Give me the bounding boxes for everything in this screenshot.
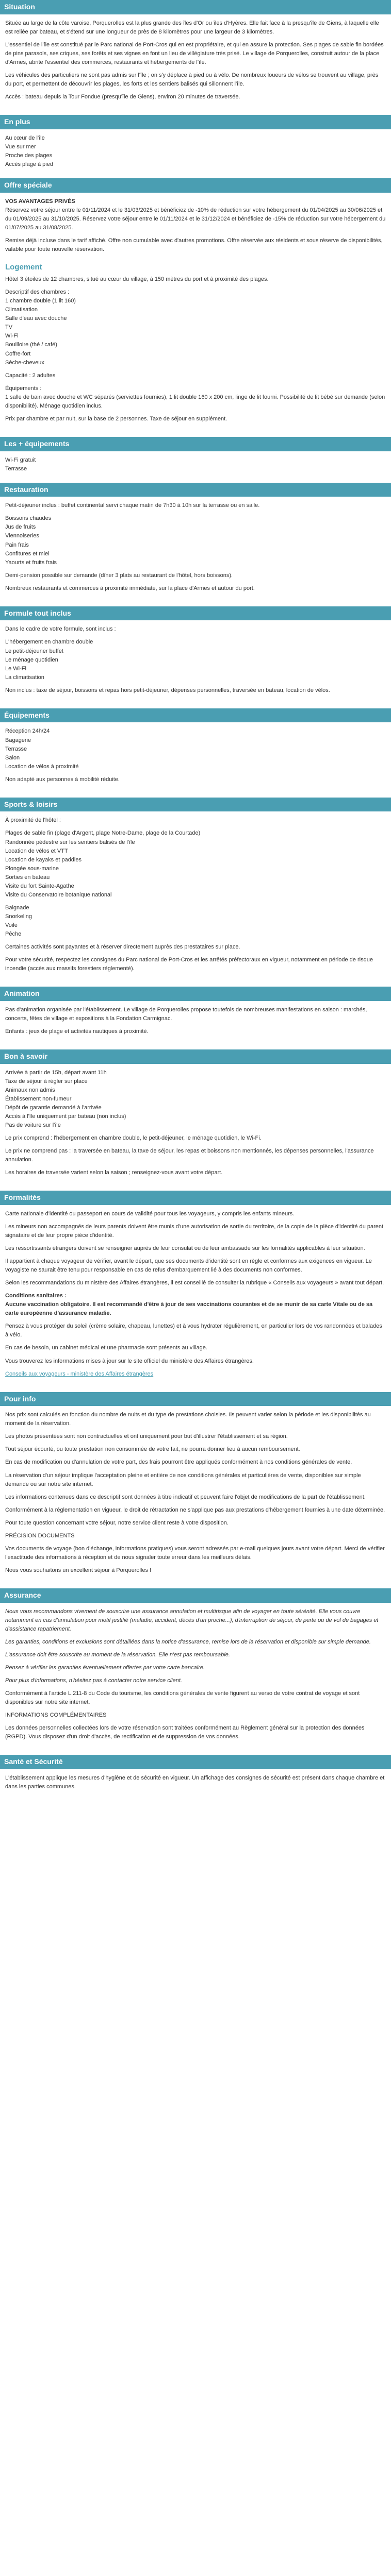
- formalites-text-5: Selon les recommandations du ministère des Affaires étrangères, il est conseillé de consulter la rubrique « Conseils aux voyageurs » avant tout départ.: [5, 1280, 384, 1286]
- formalites-text-4: Il appartient à chaque voyageur de vérifier, avant le départ, que ses documents d'identité sont en règle et conformes aux exigences en vigueur. Le voyagiste ne saurait être tenu pour responsable en cas de refus d'embarquement lié à des documents non conformes.: [5, 1258, 372, 1274]
- section-title-plus-equip: Les + équipements: [0, 437, 391, 451]
- list-item: TV: [5, 324, 13, 331]
- formalites-text-1: Carte nationale d'identité ou passeport en cours de validité pour tous les voyageurs, y compris les enfants mineurs.: [5, 1210, 295, 1217]
- info-text-3: Tout séjour écourté, ou toute prestation non consommée de votre fait, ne pourra donner lieu à aucun remboursement.: [5, 1446, 300, 1453]
- bon-text: Le prix comprend : l'hébergement en chambre double, le petit-déjeuner, le ménage quotidien, le Wi-Fi.: [5, 1135, 262, 1142]
- list-item: Au cœur de l'île: [5, 134, 45, 141]
- sport-section: [0, 798, 391, 987]
- list-item: Snorkeling: [5, 913, 32, 920]
- list-item: Terrasse: [5, 745, 27, 752]
- assurance-text-1: Nous vous recommandons vivement de souscrire une assurance annulation et multirisque afin de voyager en toute sérénité. Elle vous couvre notamment en cas d'annulation pour motif justifié (maladie, accident, décès d'un proche...), d'interruption de séjour, de perte ou de vol de bagages et d'assistance rapatriement.: [5, 1608, 379, 1632]
- equipements-text: 1 salle de bain avec douche et WC séparés (serviettes fournies), 1 lit double 160 x 200 cm, linge de lit fourni. Possibilité de lit bébé sur demande (selon disponibilité). Ménage quotidien inclus.: [5, 394, 385, 409]
- section-title-formalites: Formalités: [0, 1191, 391, 1205]
- situation-text-2: L'essentiel de l'île est constitué par le Parc national de Port-Cros qui en est propriétaire, et qui en assure la protection. Ses plages de sable fin bordées de pins parasols, ses criques, ses forêts et ses vignes en font un lieu de villégiature très prisé. Le village de Porquerolles, construit autour de la place d'Armes, abrite l'essentiel des commerces, restaurants et hébergements de l'île.: [5, 41, 384, 65]
- formule-text-2: Non inclus : taxe de séjour, boissons et repas hors petit-déjeuner, dépenses personnelles, traversée en bateau, location de vélos.: [5, 687, 330, 693]
- list-item: 1 chambre double (1 lit 160): [5, 298, 76, 304]
- section-title-formule: Formule tout inclus: [0, 606, 391, 621]
- formalites-text-8: Vous trouverez les informations mises à jour sur le site officiel du ministère des Affaires étrangères.: [5, 1358, 254, 1364]
- equipements-note: Non adapté aux personnes à mobilité réduite.: [5, 776, 120, 783]
- restauration-text-3: Nombreux restaurants et commerces à proximité immédiate, sur la place d'Armes et autour du port.: [5, 585, 255, 591]
- list-item: Terrasse: [5, 465, 27, 472]
- list-item: Visite du Conservatoire botanique national: [5, 891, 112, 898]
- bon-text-3: Les horaires de traversée varient selon la saison ; renseignez-vous avant votre départ.: [5, 1170, 223, 1176]
- section-title-animation: Animation: [0, 987, 391, 1001]
- section-title-sport: Sports & loisirs: [0, 798, 391, 812]
- list-item: Wi-Fi gratuit: [5, 456, 36, 463]
- formalites-text-2: Les mineurs non accompagnés de leurs parents doivent être munis d'une autorisation de sortie du territoire, de la copie de la pièce d'identité du parent signataire et de leur propre pièce d'identité.: [5, 1223, 384, 1239]
- list-item: Pêche: [5, 930, 22, 937]
- list-item: Le petit-déjeuner buffet: [5, 648, 63, 654]
- list-item: Le Wi-Fi: [5, 665, 26, 672]
- info-text-7: Conformément à la réglementation en vigueur, le droit de rétractation ne s'applique pas aux prestations d'hébergement fournies à une date déterminée.: [5, 1506, 385, 1513]
- list-item: Bouilloire (thé / café): [5, 342, 57, 348]
- list-item: Taxe de séjour à régler sur place: [5, 1078, 88, 1084]
- sport-text: À proximité de l'hôtel :: [5, 817, 61, 824]
- section-title-situation: Situation: [0, 0, 391, 14]
- bon-text-2: Le prix ne comprend pas : la traversée en bateau, la taxe de séjour, les repas et boissons non mentionnés, les dépenses personnelles, l'assurance annulation.: [5, 1148, 374, 1163]
- offre-text: Réservez votre séjour entre le 01/11/2024 et le 31/03/2025 et bénéficiez de -10% de réduction sur votre hébergement du 01/04/2025 au 30/06/2025 et du 01/09/2025 au 31/10/2025. Réservez votre séjour entre le 01/11/2024 et le 31/12/2024 et bénéficiez de -15% de réduction sur votre hébergement du 01/07/2025 au 31/08/2025.: [5, 207, 386, 231]
- list-item: Vue sur mer: [5, 143, 36, 150]
- equipements-section: [0, 708, 391, 798]
- price-note: Prix par chambre et par nuit, sur la base de 2 personnes. Taxe de séjour en supplément.: [5, 415, 227, 422]
- rooms-title: Descriptif des chambres :: [5, 289, 70, 296]
- list-item: Accès à l'île uniquement par bateau (non inclus): [5, 1113, 126, 1120]
- list-item: Établissement non-fumeur: [5, 1095, 72, 1102]
- restauration-section: [0, 483, 391, 606]
- restauration-text-2: Demi-pension possible sur demande (dîner 3 plats au restaurant de l'hôtel, hors boissons).: [5, 572, 233, 579]
- assurance-text-3: L'assurance doit être souscrite au moment de la réservation. Elle n'est pas remboursable.: [5, 1651, 230, 1658]
- formalites-text-3: Les ressortissants étrangers doivent se renseigner auprès de leur consulat ou de leur ambassade sur les formalités applicables à leur situation.: [5, 1245, 365, 1252]
- info-text-8: Pour toute question concernant votre séjour, notre service client reste à votre disposition.: [5, 1519, 229, 1526]
- assurance-text-2: Les garanties, conditions et exclusions sont détaillées dans la notice d'assurance, remise lors de la réservation et disponible sur simple demande.: [5, 1638, 371, 1645]
- list-item: Accès plage à pied: [5, 161, 53, 167]
- offre-subtitle: VOS AVANTAGES PRIVÉS: [5, 198, 75, 205]
- list-item: Yaourts et fruits frais: [5, 559, 57, 566]
- logement-text: Hôtel 3 étoiles de 12 chambres, situé au cœur du village, à 150 mètres du port et à proximité des plages.: [5, 276, 269, 283]
- list-item: Arrivée à partir de 15h, départ avant 11h: [5, 1069, 107, 1076]
- restauration-text: Petit-déjeuner inclus : buffet continental servi chaque matin de 7h30 à 10h sur la terrasse ou en salle.: [5, 502, 260, 509]
- list-item: Pas de voiture sur l'île: [5, 1122, 61, 1128]
- list-item: Viennoiseries: [5, 533, 39, 539]
- list-item: Location de kayaks et paddles: [5, 856, 82, 863]
- animation-text: Pas d'animation organisée par l'établissement. Le village de Porquerolles propose toutefois de nombreuses manifestations en saison : marchés, concerts, fêtes de village et expositions à la Fondation Carmignac.: [5, 1006, 367, 1022]
- list-item: Salle d'eau avec douche: [5, 315, 67, 322]
- list-item: Dépôt de garantie demandé à l'arrivée: [5, 1104, 102, 1111]
- list-item: Jus de fruits: [5, 524, 36, 531]
- formalites-section: [0, 1191, 391, 1392]
- info-text-4: En cas de modification ou d'annulation de votre part, des frais pourront être appliqués conformément à nos conditions générales de vente.: [5, 1459, 352, 1466]
- list-item: Animaux non admis: [5, 1087, 55, 1093]
- list-item: L'hébergement en chambre double: [5, 639, 93, 646]
- list-item: Location de vélos et VTT: [5, 848, 68, 854]
- formule-section: [0, 606, 391, 708]
- formalites-text-7: En cas de besoin, un cabinet médical et une pharmacie sont présents au village.: [5, 1345, 207, 1351]
- situation-text-1: Située au large de la côte varoise, Porquerolles est la plus grande des îles d'Or ou îles d'Hyères. Elle fait face à la presqu'île de Giens, à laquelle elle est reliée par bateau, et s'étend sur une longueur de près de 8 kilomètres pour une largeur de 3 kilomètres.: [5, 20, 379, 35]
- formalites-text-6: Pensez à vous protéger du soleil (crème solaire, chapeau, lunettes) et à vous hydrater régulièrement, en particulier lors de vos randonnées et balades à vélo.: [5, 1323, 382, 1338]
- sport-text-2: Certaines activités sont payantes et à réserver directement auprès des prestataires sur place.: [5, 944, 240, 951]
- list-item: Sèche-cheveux: [5, 359, 44, 366]
- conseils-voyageurs-link[interactable]: Conseils aux voyageurs - ministère des Affaires étrangères: [5, 1370, 154, 1377]
- list-item: Proche des plages: [5, 152, 53, 159]
- section-title-equipements: Équipements: [0, 708, 391, 723]
- list-item: Le ménage quotidien: [5, 656, 58, 663]
- list-item: Coffre-fort: [5, 350, 31, 357]
- plus-equip-section: [0, 437, 391, 483]
- sport-text-3: Pour votre sécurité, respectez les consignes du Parc national de Port-Cros et les arrêtés préfectoraux en vigueur, notamment en période de risque incendie (accès aux massifs forestiers réglementé).: [5, 957, 373, 972]
- section-title-restauration: Restauration: [0, 483, 391, 497]
- list-item: Voile: [5, 922, 18, 928]
- equipements-title: Équipements :: [5, 385, 42, 392]
- list-item: Randonnée pédestre sur les sentiers balisés de l'île: [5, 839, 135, 845]
- situation-text-3: Les véhicules des particuliers ne sont pas admis sur l'île ; on s'y déplace à pied ou à vélo. De nombreux loueurs de vélos se trouvent au village, près du port, et permettent de découvrir les plages, les forts et les sentiers balisés qui sillonnent l'île.: [5, 72, 379, 87]
- assurance-text-6: Conformément à l'article L.211-8 du Code du tourisme, les conditions générales de vente figurent au verso de votre contrat de voyage et sont disponibles sur notre site internet.: [5, 1690, 360, 1705]
- list-item: Wi-Fi: [5, 333, 19, 340]
- list-item: Boissons chaudes: [5, 515, 52, 522]
- section-title-sante: Santé et Sécurité: [0, 1755, 391, 1769]
- list-item: La climatisation: [5, 674, 44, 681]
- animation-text-2: Enfants : jeux de plage et activités nautiques à proximité.: [5, 1028, 149, 1035]
- offre-section: [0, 178, 391, 437]
- info-text-10: Vos documents de voyage (bon d'échange, informations pratiques) vous seront adressés par e-mail quelques jours avant votre départ. Merci de vérifier l'exactitude des informations à réception et de nous signaler toute erreur dans les meilleurs délais.: [5, 1545, 385, 1561]
- logement-title: Logement: [5, 262, 42, 272]
- info-text-2: Les photos présentées sont non contractuelles et ont uniquement pour but d'illustrer l'établissement et sa région.: [5, 1433, 288, 1440]
- list-item: Bagagerie: [5, 737, 31, 743]
- list-item: Climatisation: [5, 307, 38, 313]
- situation-text-4: Accès : bateau depuis la Tour Fondue (presqu'île de Giens), environ 20 minutes de traversée.: [5, 94, 240, 100]
- list-item: Baignade: [5, 904, 29, 911]
- capacity: Capacité : 2 adultes: [5, 372, 56, 379]
- assurance-text-5: Pour plus d'informations, n'hésitez pas à contacter notre service client.: [5, 1677, 182, 1684]
- section-title-en-plus: En plus: [0, 115, 391, 129]
- assurance-section: [0, 1588, 391, 1755]
- sanitary-title: Conditions sanitaires :: [5, 1293, 67, 1299]
- info-text-11: Nous vous souhaitons un excellent séjour à Porquerolles !: [5, 1567, 152, 1573]
- list-item: Location de vélos à proximité: [5, 763, 79, 770]
- info-text-1: Nos prix sont calculés en fonction du nombre de nuits et du type de prestations choisies. Ils peuvent varier selon la période et les disponibilités au moment de la réservation.: [5, 1412, 371, 1427]
- list-item: Pain frais: [5, 541, 29, 548]
- info-section: [0, 1392, 391, 1588]
- sante-section: [0, 1755, 391, 1805]
- bon-section: [0, 1049, 391, 1191]
- offre-text-2: Remise déjà incluse dans le tarif affiché. Offre non cumulable avec d'autres promotions. Offre réservée aux résidents et sous réserve de disponibilités, valable pour toute nouvelle réservation.: [5, 237, 383, 252]
- list-item: Plongée sous-marine: [5, 865, 59, 872]
- list-item: Réception 24h/24: [5, 728, 50, 735]
- assurance-text-8: Les données personnelles collectées lors de votre réservation sont traitées conformément au Règlement général sur la protection des données (RGPD). Vous disposez d'un droit d'accès, de rectification et de suppression de vos données.: [5, 1725, 365, 1740]
- list-item: Plages de sable fin (plage d'Argent, plage Notre-Dame, plage de la Courtade): [5, 830, 201, 837]
- section-title-offre: Offre spéciale: [0, 178, 391, 193]
- formule-text: Dans le cadre de votre formule, sont inclus :: [5, 626, 116, 633]
- sante-text: L'établissement applique les mesures d'hygiène et de sécurité en vigueur. Un affichage des consignes de sécurité est présent dans chaque chambre et dans les parties communes.: [5, 1774, 385, 1790]
- info-text-6: Les informations contenues dans ce descriptif sont données à titre indicatif et peuvent faire l'objet de modifications de la part de l'établissement.: [5, 1494, 366, 1500]
- list-item: Visite du fort Sainte-Agathe: [5, 883, 74, 889]
- list-item: Sorties en bateau: [5, 874, 50, 880]
- animation-section: [0, 987, 391, 1049]
- assurance-subtitle: INFORMATIONS COMPLÉMENTAIRES: [5, 1712, 107, 1719]
- situation-section: [0, 0, 391, 115]
- sanitary-text: Aucune vaccination obligatoire. Il est recommandé d'être à jour de ses vaccinations courantes et de se munir de sa carte Vitale ou de sa carte européenne d'assurance maladie.: [5, 1301, 373, 1317]
- en-plus-section: [0, 115, 391, 178]
- section-title-bon: Bon à savoir: [0, 1049, 391, 1064]
- list-item: Salon: [5, 754, 20, 761]
- section-title-info: Pour info: [0, 1392, 391, 1406]
- list-item: Confitures et miel: [5, 550, 50, 557]
- info-text-5: La réservation d'un séjour implique l'acceptation pleine et entière de nos conditions générales et particulières de vente, disponibles sur simple demande ou sur notre site internet.: [5, 1472, 361, 1487]
- info-subtitle: PRÉCISION DOCUMENTS: [5, 1532, 75, 1539]
- assurance-text-4: Pensez à vérifier les garanties éventuellement offertes par votre carte bancaire.: [5, 1664, 205, 1671]
- section-title-assurance: Assurance: [0, 1588, 391, 1603]
